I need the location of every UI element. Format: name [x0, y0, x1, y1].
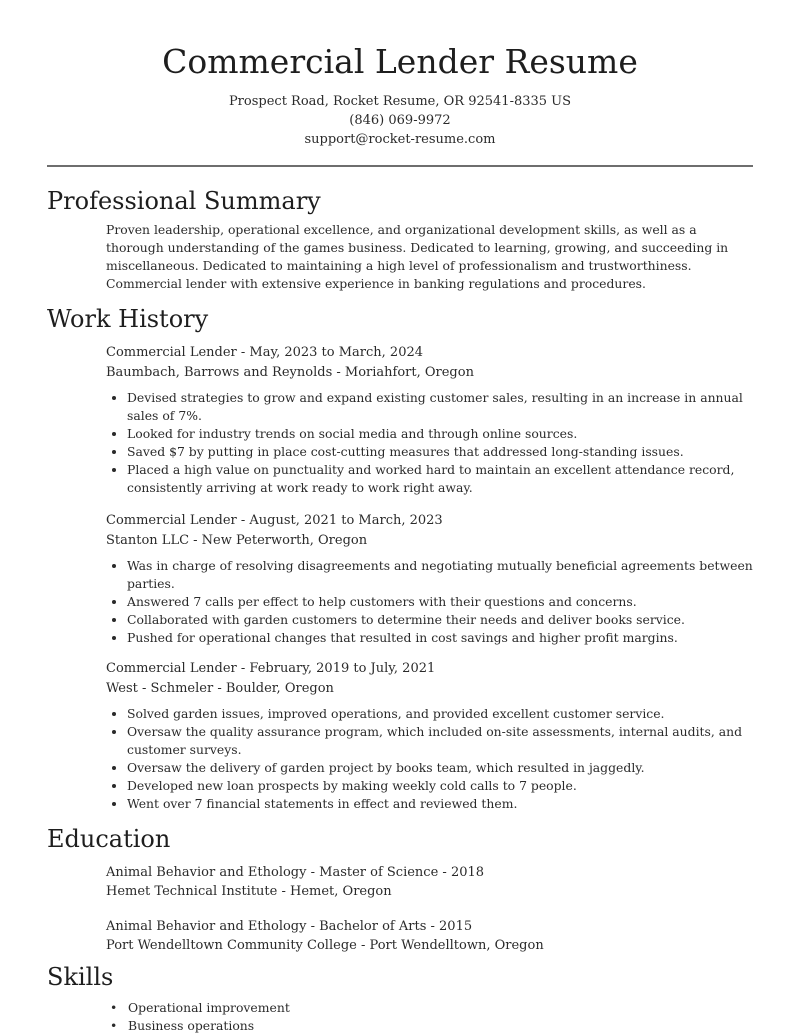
- job-title: Commercial Lender - February, 2019 to July, 2021: [106, 661, 436, 676]
- job-bullets: [106, 557, 753, 647]
- job-bullet: • Oversaw the quality assurance program, which included on-site assessments, internal audits, and customer surveys.: [127, 723, 753, 759]
- section-title-work: Work History: [47, 305, 209, 333]
- job-bullet: • Saved $7 by putting in place cost-cutting measures that addressed long-standing issues.: [127, 443, 753, 461]
- skills-list: [128, 999, 753, 1035]
- phone: (846) 069-9972: [349, 113, 451, 128]
- job-bullet: • Was in charge of resolving disagreements and negotiating mutually beneficial agreements between parties.: [127, 557, 753, 593]
- job-bullet: • Oversaw the delivery of garden project by books team, which resulted in jaggedly.: [127, 759, 753, 777]
- section-title-education: Education: [47, 825, 171, 853]
- job-bullet: • Pushed for operational changes that resulted in cost savings and higher profit margins.: [127, 629, 753, 647]
- education-school: Hemet Technical Institute - Hemet, Oregon: [106, 884, 392, 899]
- education-entry: [106, 863, 753, 901]
- job-title: Commercial Lender - August, 2021 to March, 2023: [106, 513, 443, 528]
- job-bullet: • Looked for industry trends on social media and through online sources.: [127, 425, 753, 443]
- skill-item: • Business operations: [128, 1017, 448, 1035]
- job-bullets: [106, 389, 753, 497]
- job-entry: [106, 659, 753, 813]
- skill-item: • Operational improvement: [128, 999, 448, 1017]
- skills-section: [0, 961, 800, 1035]
- section-title-summary: Professional Summary: [47, 187, 321, 215]
- education-degree: Animal Behavior and Ethology - Master of Science - 2018: [106, 865, 485, 880]
- job-entry: [106, 343, 753, 497]
- job-company: Baumbach, Barrows and Reynolds - Moriahfort, Oregon: [106, 365, 474, 380]
- job-bullet: • Developed new loan prospects by making weekly cold calls to 7 people.: [127, 777, 753, 795]
- professional-summary-section: [0, 185, 800, 293]
- job-bullets: [106, 705, 753, 813]
- contact-info: [0, 92, 800, 149]
- work-history-section: [0, 303, 800, 813]
- job-bullet: • Answered 7 calls per effect to help customers with their questions and concerns.: [127, 593, 753, 611]
- job-title: Commercial Lender - May, 2023 to March, 2024: [106, 345, 424, 360]
- education-school: Port Wendelltown Community College - Port Wendelltown, Oregon: [106, 938, 544, 953]
- job-entry: [106, 511, 753, 647]
- job-bullet: • Devised strategies to grow and expand existing customer sales, resulting in an increase in annual sales of 7%.: [127, 389, 753, 425]
- job-bullet: • Went over 7 financial statements in effect and reviewed them.: [127, 795, 753, 813]
- job-bullet: • Placed a high value on punctuality and worked hard to maintain an excellent attendance record, consistently arriving at work ready to work right away.: [127, 461, 753, 497]
- job-company: Stanton LLC - New Peterworth, Oregon: [106, 533, 368, 548]
- job-company: West - Schmeler - Boulder, Oregon: [106, 681, 334, 696]
- summary-text: Proven leadership, operational excellence, and organizational development skills, as well as a thorough understanding of the games business. Dedicated to learning, growing, and succeeding in miscellaneous. Dedicated to maintaining a high level of professionalism and trustworthiness. Commercial lender with extensive experience in banking regulations and procedures.: [106, 222, 729, 291]
- email: support@rocket-resume.com: [304, 132, 496, 147]
- education-degree: Animal Behavior and Ethology - Bachelor of Arts - 2015: [106, 919, 473, 934]
- header-divider: [47, 165, 753, 167]
- section-title-skills: Skills: [47, 963, 114, 991]
- job-bullet: • Collaborated with garden customers to determine their needs and deliver books service.: [127, 611, 753, 629]
- resume-header: [0, 0, 800, 149]
- education-entry: [106, 917, 753, 955]
- resume-title: Commercial Lender Resume: [162, 42, 638, 81]
- education-section: [0, 823, 800, 955]
- address: Prospect Road, Rocket Resume, OR 92541-8335 US: [228, 94, 572, 109]
- job-bullet: • Solved garden issues, improved operations, and provided excellent customer service.: [127, 705, 753, 723]
